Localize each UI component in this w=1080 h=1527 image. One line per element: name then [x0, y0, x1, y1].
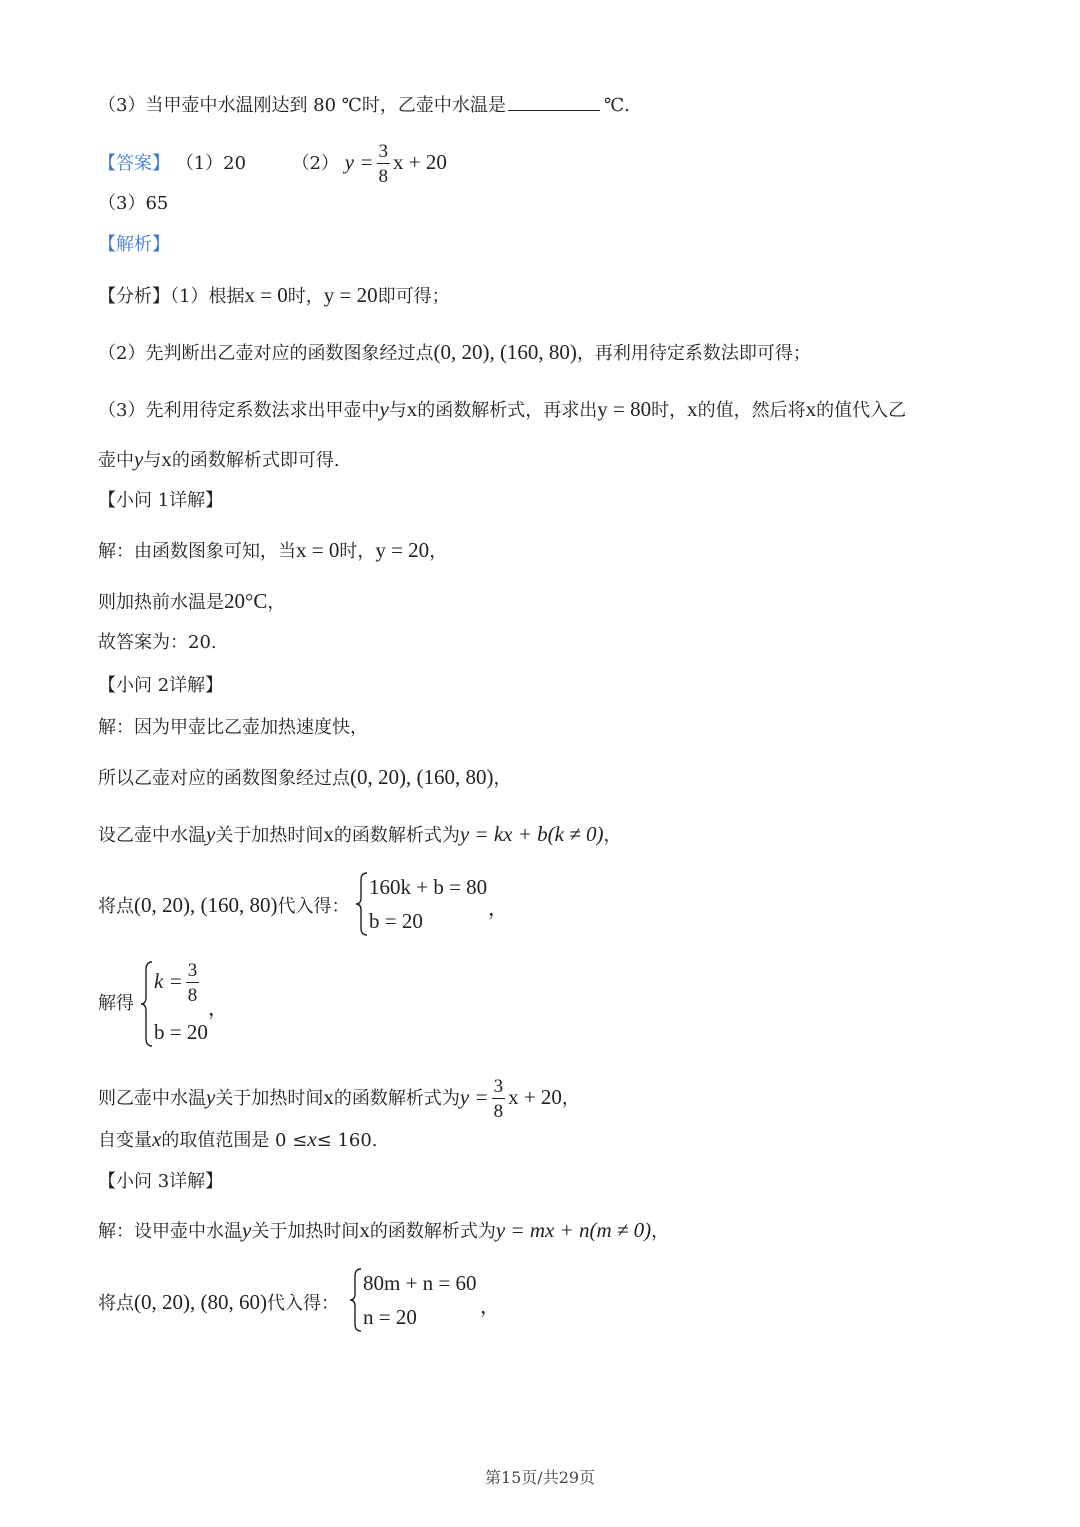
analysis-l3-y: y [379, 397, 389, 421]
analysis-l3-text-a: （3）先利用待定系数法求出甲壶中 [98, 400, 380, 421]
part-3-l1-text-b: 关于加热时间 [251, 1221, 360, 1242]
analysis-line-4 [98, 447, 340, 473]
analysis-l4-text-b: 与 [143, 450, 162, 471]
part-2-l6-x: x [323, 1085, 334, 1109]
part-1-l2-comma: ， [267, 592, 286, 613]
answer-line [98, 142, 447, 186]
part-1-l1-comma: ， [429, 541, 448, 562]
part-2-tag: 【小问 2详解】 [98, 675, 224, 696]
analysis-l4-x: x [161, 447, 172, 471]
answer-part-3: （3）65 [98, 193, 169, 214]
analysis-line-3 [98, 397, 906, 423]
solution-b: b = 20 [154, 1020, 208, 1044]
answer-eq-lhs: y = [344, 150, 374, 174]
part-3-line-1 [98, 1218, 669, 1244]
page-footer: 第15页/共29页 [484, 1468, 596, 1487]
analysis-cond-2: y = 20 [323, 283, 378, 307]
system-2 [349, 1268, 477, 1332]
part-2-l4-points: (0, 20), (160, 80) [134, 893, 278, 917]
system-1-brace [355, 872, 369, 936]
part-2-l7-x: x [152, 1127, 162, 1151]
part-2-l6-text-a: 则乙壶中水温 [98, 1088, 206, 1109]
solution-k [154, 961, 208, 1005]
question-3-unit: ℃. [603, 95, 630, 116]
analysis-l2-text: （2）先判断出乙壶对应的函数图象经过点 [98, 343, 434, 364]
part-2-l3-text-c: 的函数解析式为 [333, 825, 460, 846]
part-2-l3-x: x [323, 822, 334, 846]
analysis-l4-text-a: 壶中 [98, 450, 134, 471]
analysis-l3-x2: x [687, 397, 698, 421]
part-2-line-3 [98, 822, 621, 848]
part-3-line-2 [98, 1290, 339, 1316]
analysis-cond-1: x = 0 [244, 283, 288, 307]
analysis-l3-x3: x [805, 397, 817, 421]
part-2-l3-comma: ， [603, 825, 622, 846]
part-2-l6-rhs: x + 20 [508, 1085, 562, 1109]
part-3-l1-equation: y = mx + n(m ≠ 0) [495, 1218, 652, 1242]
question-3-text: （3）当甲壶中水温刚达到 80 ℃时，乙壶中水温是 [98, 95, 506, 116]
part-3-tag: 【小问 3详解】 [98, 1171, 224, 1192]
part-2-line-7 [98, 1127, 378, 1153]
analysis-tag: 【分析】（1）根据 [98, 286, 245, 307]
part-1-l1-text-b: 时， [339, 541, 376, 562]
part-3-l2-points: (0, 20), (80, 60) [134, 1290, 267, 1314]
part-2-l3-equation: y = kx + b(k ≠ 0) [459, 822, 604, 846]
solution-brace [140, 961, 154, 1047]
part-1-l1-y: y = 20 [375, 538, 430, 562]
part-2-l6-text-c: 的函数解析式为 [333, 1088, 460, 1109]
part-2-l6-lhs: y = [459, 1085, 489, 1109]
system-2-comma: ， [480, 1296, 500, 1318]
part-1-line-2 [98, 589, 285, 615]
analysis-l3-text-e: 的值，然后将 [697, 400, 806, 421]
part-2-line-2 [98, 765, 511, 791]
answer-fraction-den: 8 [378, 166, 388, 187]
part-3-l2-text-a: 将点 [98, 1293, 134, 1314]
analysis-l3-text-c: 的函数解析式，再求出 [417, 400, 598, 421]
system-1-comma: ， [488, 898, 508, 920]
solution-system [140, 961, 208, 1047]
answer-tag: 【答案】 [98, 153, 170, 174]
part-3-l1-x: x [359, 1218, 370, 1242]
system-1 [355, 872, 487, 936]
analysis-text-2: 即可得； [377, 286, 450, 307]
part-2-line-5: 解得 [98, 993, 134, 1014]
analysis-l3-text-b: 与 [388, 400, 407, 421]
answer-fraction [377, 142, 391, 186]
jiexi-tag: 【解析】 [98, 234, 170, 255]
analysis-l2-points: (0, 20), (160, 80) [433, 340, 577, 364]
analysis-l4-text-c: 的函数解析式即可得. [171, 450, 340, 471]
part-3-l1-text-c: 的函数解析式为 [369, 1221, 496, 1242]
solution-comma: ， [208, 998, 228, 1020]
solution-k-num: 3 [187, 960, 198, 981]
analysis-l3-text-d: 时， [651, 400, 688, 421]
solution-k-den: 8 [187, 985, 198, 1006]
part-2-l3-y: y [206, 822, 216, 846]
part-2-line-1: 解：因为甲壶比乙壶加热速度快， [98, 717, 368, 738]
part-3-l2-text-b: 代入得： [266, 1293, 339, 1314]
part-1-tag: 【小问 1详解】 [98, 490, 224, 511]
system-2-brace [349, 1268, 363, 1332]
part-2-l7-text-c: ≤ 160. [316, 1130, 378, 1151]
solution-k-fraction [186, 961, 200, 1005]
analysis-l2-tail: ，再利用待定系数法即可得； [576, 343, 811, 364]
part-2-l6-y: y [206, 1085, 216, 1109]
part-2-l6-den: 8 [493, 1101, 504, 1122]
solution-k-label: k = [154, 968, 183, 993]
part-2-l3-text-b: 关于加热时间 [215, 825, 324, 846]
analysis-l3-x: x [406, 397, 418, 421]
part-1-l2-text: 则加热前水温是 [98, 592, 224, 613]
system-1-eq-1: 160k + b = 80 [369, 875, 488, 899]
question-3 [98, 92, 630, 118]
part-2-l2-text: 所以乙壶对应的函数图象经过点 [98, 768, 350, 789]
part-2-l6-fraction [492, 1077, 506, 1121]
analysis-line-2 [98, 340, 811, 366]
answer-part-1: （1）20 [175, 153, 247, 174]
part-2-l2-comma: ， [493, 768, 512, 789]
analysis-line-1 [98, 283, 450, 309]
part-3-l1-comma: ， [651, 1221, 670, 1242]
part-2-l7-x2: x [307, 1127, 317, 1151]
part-2-l3-text-a: 设乙壶中水温 [98, 825, 206, 846]
analysis-l3-text-f: 的值代入乙 [816, 400, 907, 421]
part-1-l1-text: 解：由函数图象可知，当 [98, 541, 296, 562]
part-1-line-3: 故答案为：20. [98, 632, 217, 653]
answer-fraction-num: 3 [378, 141, 388, 162]
part-1-l2-temp: 20°C [224, 589, 268, 613]
answer-part-2: （2） [291, 153, 340, 174]
part-1-l1-x: x = 0 [296, 538, 340, 562]
part-2-l4-text-b: 代入得： [277, 896, 350, 917]
part-1-line-1 [98, 538, 447, 564]
part-3-l1-text-a: 解：设甲壶中水温 [98, 1221, 242, 1242]
part-2-l7-text-a: 自变量 [98, 1130, 152, 1151]
answer-eq-rhs: x + 20 [393, 150, 447, 174]
analysis-l4-y: y [134, 447, 144, 471]
part-2-line-4 [98, 893, 349, 919]
system-2-eq-2: n = 20 [363, 1305, 417, 1329]
system-1-eq-2: b = 20 [369, 909, 423, 933]
part-2-l6-num: 3 [493, 1076, 504, 1097]
part-2-l7-text-b: 的取值范围是 0 ≤ [161, 1130, 308, 1151]
analysis-text-1: 时， [287, 286, 324, 307]
part-2-l4-text-a: 将点 [98, 896, 134, 917]
part-3-l1-y: y [242, 1218, 252, 1242]
part-2-l6-text-b: 关于加热时间 [215, 1088, 324, 1109]
part-2-l2-points: (0, 20), (160, 80) [350, 765, 494, 789]
analysis-l3-eq: y = 80 [597, 397, 652, 421]
answer-blank [508, 92, 600, 111]
part-2-l6-comma: ， [561, 1088, 580, 1109]
system-2-eq-1: 80m + n = 60 [363, 1271, 477, 1295]
part-2-line-6 [98, 1077, 580, 1121]
